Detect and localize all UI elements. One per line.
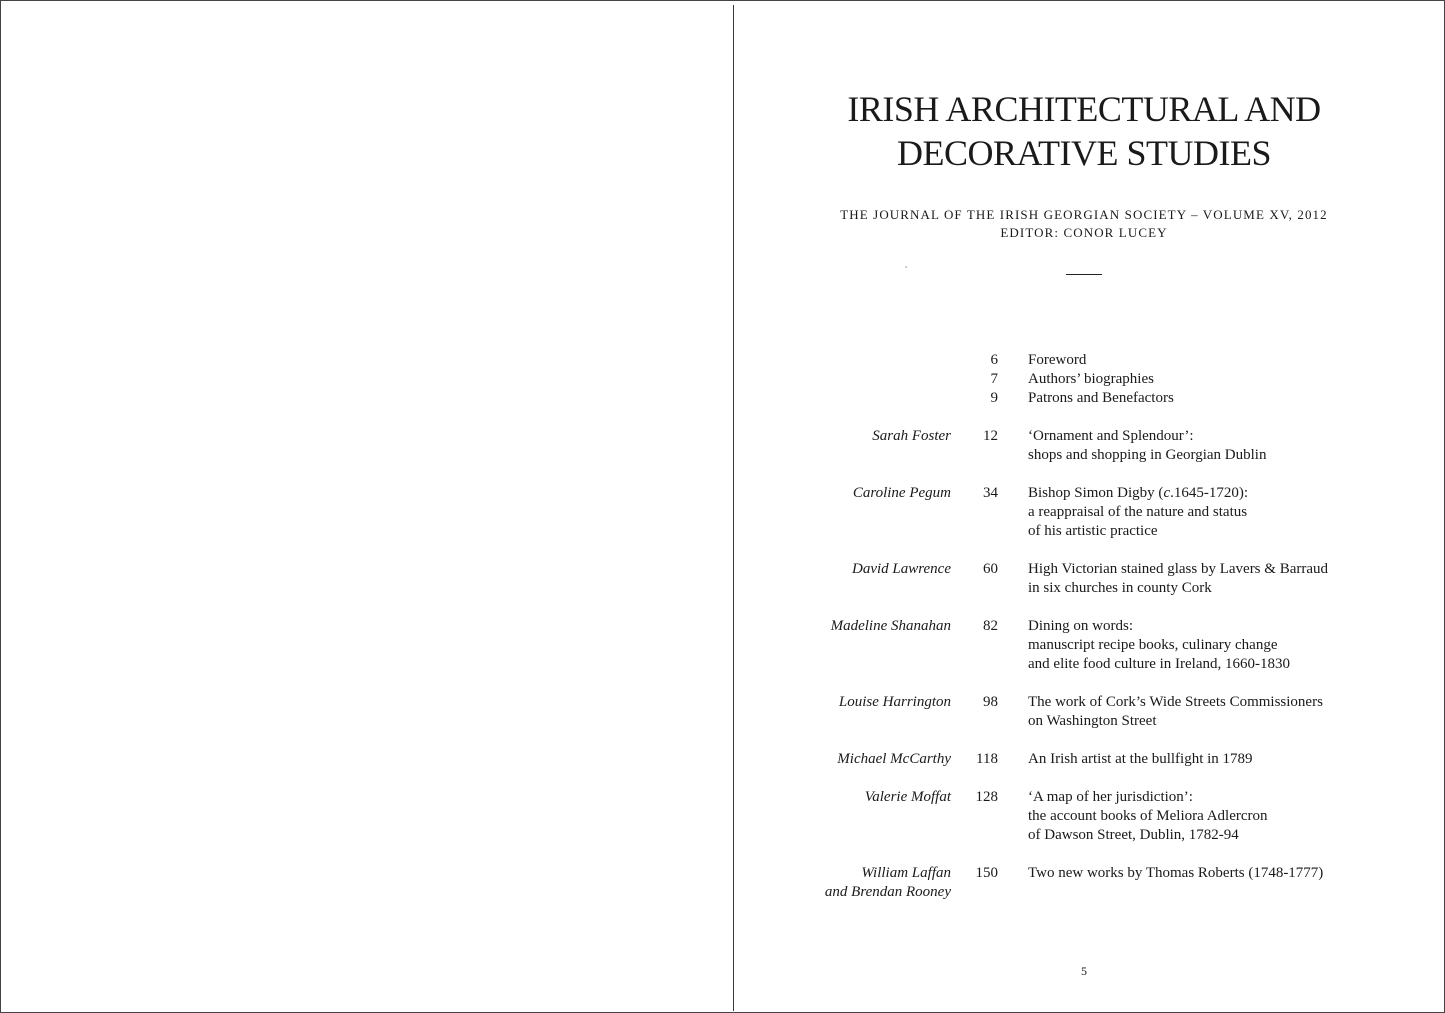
toc-spacer: [734, 598, 1434, 617]
toc-article-title-line: a reappraisal of the nature and status: [1028, 504, 1248, 520]
toc-entry: [734, 788, 1434, 845]
left-page-blank: [1, 1, 733, 1012]
toc-article-title: Patrons and Benefactors: [1028, 390, 1174, 406]
toc-author: [734, 484, 951, 503]
toc-entry: [734, 617, 1434, 674]
toc-entry: [734, 693, 1434, 731]
toc-author-line: Caroline Pegum: [852, 485, 951, 501]
toc-page-number: 9: [990, 390, 998, 406]
toc-article-title-line: of his artistic practice: [1028, 523, 1158, 539]
toc-article-title-line: of Dawson Street, Dublin, 1782-94: [1028, 827, 1239, 843]
toc-author-line: Louise Harrington: [838, 694, 951, 710]
toc-author-line: Michael McCarthy: [837, 751, 951, 767]
toc-spacer: [734, 731, 1434, 750]
toc-author-line: Valerie Moffat: [864, 789, 951, 805]
toc-article-title-line: on Washington Street: [1028, 713, 1157, 729]
toc-page-number: 12: [983, 428, 998, 444]
toc-article-title-line: manuscript recipe books, culinary change: [1028, 637, 1278, 653]
toc-spacer: [734, 465, 1434, 484]
journal-title: [734, 87, 1434, 175]
toc-author: [734, 750, 951, 769]
toc-entry-front-matter: [734, 389, 1434, 408]
toc-spacer: [734, 541, 1434, 560]
toc-article-title-line: Two new works by Thomas Roberts (1748-1777): [1028, 865, 1324, 881]
toc-author-line: and Brendan Rooney: [824, 884, 951, 900]
toc-author-line: Madeline Shanahan: [830, 618, 951, 634]
toc-spacer: [734, 769, 1434, 788]
toc-article-title-line: shops and shopping in Georgian Dublin: [1028, 447, 1267, 463]
section-rule: [1066, 274, 1102, 275]
journal-title-line-2: DECORATIVE STUDIES: [897, 133, 1271, 173]
toc-entry: [734, 560, 1434, 598]
toc-page-number: 128: [975, 789, 998, 805]
circa-abbreviation: c: [1163, 485, 1171, 501]
toc-author: [734, 560, 951, 579]
toc-article-title-line: ‘A map of her jurisdiction’:: [1028, 789, 1193, 805]
toc-author: [734, 864, 951, 902]
journal-subtitle: [734, 206, 1434, 242]
toc-spacer: [734, 674, 1434, 693]
toc-article-title-line: ‘Ornament and Splendour’:: [1028, 428, 1194, 444]
toc-article-title: [1028, 617, 1434, 674]
toc-article-title-line: The work of Cork’s Wide Streets Commissioners: [1028, 694, 1323, 710]
editor-line: EDITOR: CONOR LUCEY: [1000, 225, 1168, 240]
toc-entry: [734, 427, 1434, 465]
toc-article-title-line: Bishop Simon Digby (c.1645-1720):: [1028, 485, 1249, 501]
toc-author: [734, 693, 951, 712]
toc-entry: [734, 864, 1434, 902]
toc-spacer: [734, 408, 1434, 427]
right-page: [734, 1, 1444, 1012]
toc-article-title-line: High Victorian stained glass by Lavers & Barraud: [1028, 561, 1328, 577]
toc-entry: [734, 484, 1434, 541]
toc-entry-front-matter: [734, 351, 1434, 370]
toc-article-title-line: the account books of Meliora Adlercron: [1028, 808, 1268, 824]
journal-subtitle-line-1: THE JOURNAL OF THE IRISH GEORGIAN SOCIETY – VOLUME XV, 2012: [840, 207, 1328, 222]
toc-page-number: 60: [983, 561, 998, 577]
toc-page-number: 82: [983, 618, 998, 634]
toc-page-number: 7: [990, 371, 998, 387]
toc-article-title: Authors’ biographies: [1028, 371, 1154, 387]
toc-page-number: 118: [976, 751, 998, 767]
toc-article-title-line: and elite food culture in Ireland, 1660-1830: [1028, 656, 1291, 672]
toc-entry-front-matter: [734, 370, 1434, 389]
toc-page-number: 150: [975, 865, 998, 881]
paper-speck: [905, 266, 907, 268]
toc-spacer: [734, 845, 1434, 864]
toc-page-number: 98: [983, 694, 998, 710]
table-of-contents: [734, 351, 1434, 902]
toc-article-title: [1028, 560, 1434, 598]
toc-article-title-line: An Irish artist at the bullfight in 1789: [1028, 751, 1253, 767]
toc-article-title: [1028, 864, 1434, 883]
page-number: 5: [1081, 964, 1087, 978]
toc-article-title: Foreword: [1028, 352, 1087, 368]
toc-article-title: [1028, 788, 1434, 845]
toc-article-title: [1028, 693, 1434, 731]
toc-article-title: [1028, 750, 1434, 769]
toc-author: [734, 788, 951, 807]
toc-page-number: 34: [983, 485, 998, 501]
toc-article-title: [1028, 427, 1434, 465]
toc-author: [734, 427, 951, 446]
toc-author: [734, 617, 951, 636]
toc-article-title-line: in six churches in county Cork: [1028, 580, 1212, 596]
toc-article-title: [1028, 484, 1434, 541]
toc-article-title-line: Dining on words:: [1028, 618, 1133, 634]
journal-title-line-1: IRISH ARCHITECTURAL AND: [847, 89, 1321, 129]
toc-author-line: David Lawrence: [851, 561, 951, 577]
toc-author-line: William Laffan: [861, 865, 951, 881]
toc-page-number: 6: [990, 352, 998, 368]
toc-author-line: Sarah Foster: [872, 428, 951, 444]
toc-entry: [734, 750, 1434, 769]
